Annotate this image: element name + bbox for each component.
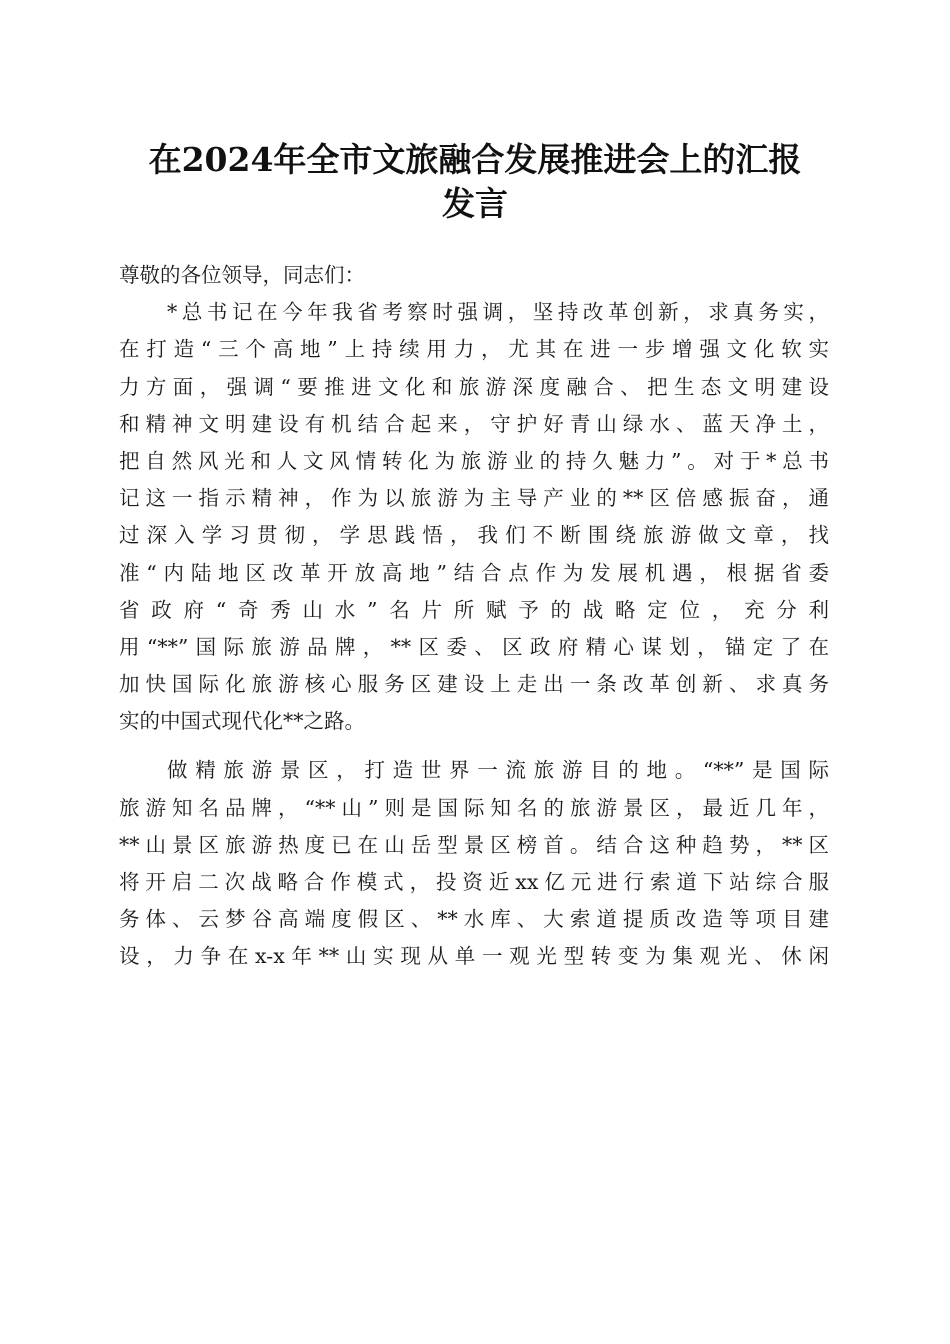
paragraph-line: 实的中国式现代化**之路。 [119,709,365,734]
title-line-2: 发言 [442,184,508,223]
paragraph-line: 准“内陆地区改革开放高地”结合点作为发展机遇，根据省委 [119,560,829,585]
paragraph-line: 设，力争在x-x年**山实现从单一观光型转变为集观光、休闲 [119,944,829,969]
paragraph-line: 过深入学习贯彻，学思践悟，我们不断围绕旅游做文章，找 [119,523,829,548]
paragraph-line: 省政府“奇秀山水”名片所赋予的战略定位，充分利 [119,597,829,622]
paragraph-2 [119,752,829,975]
paragraph-line: 加快国际化旅游核心服务区建设上走出一条改革创新、求真务 [119,672,829,697]
document-body [119,257,829,976]
paragraph-line: 把自然风光和人文风情转化为旅游业的持久魅力”。对于*总书 [119,448,829,473]
document-title [110,138,840,226]
paragraph-line: 记这一指示精神，作为以旅游为主导产业的**区倍感振奋，通 [119,486,829,511]
paragraph-line: 力方面，强调“要推进文化和旅游深度融合、把生态文明建设 [119,374,829,399]
paragraph-1 [119,294,829,740]
paragraph-line: 和精神文明建设有机结合起来，守护好青山绿水、蓝天净土， [119,411,829,436]
paragraph-gap [119,740,829,752]
paragraph-line: 做精旅游景区，打造世界一流旅游目的地。“**”是国际 [167,758,829,783]
salutation: 尊敬的各位领导，同志们： [119,263,365,287]
paragraph-line: 务体、云梦谷高端度假区、**水库、大索道提质改造等项目建 [119,907,829,932]
paragraph-line: 旅游知名品牌，“**山”则是国际知名的旅游景区，最近几年， [119,795,829,820]
paragraph-line: 将开启二次战略合作模式，投资近xx亿元进行索道下站综合服 [119,870,829,894]
paragraph-line: *总书记在今年我省考察时强调，坚持改革创新，求真务实， [167,300,829,325]
paragraph-line: 用“**”国际旅游品牌，**区委、区政府精心谋划，锚定了在 [119,634,829,659]
paragraph-line: **山景区旅游热度已在山岳型景区榜首。结合这种趋势，**区 [119,832,829,857]
paragraph-line: 在打造“三个高地”上持续用力，尤其在进一步增强文化软实 [119,337,829,362]
title-line-1: 在2024年全市文旅融合发展推进会上的汇报 [148,140,802,179]
